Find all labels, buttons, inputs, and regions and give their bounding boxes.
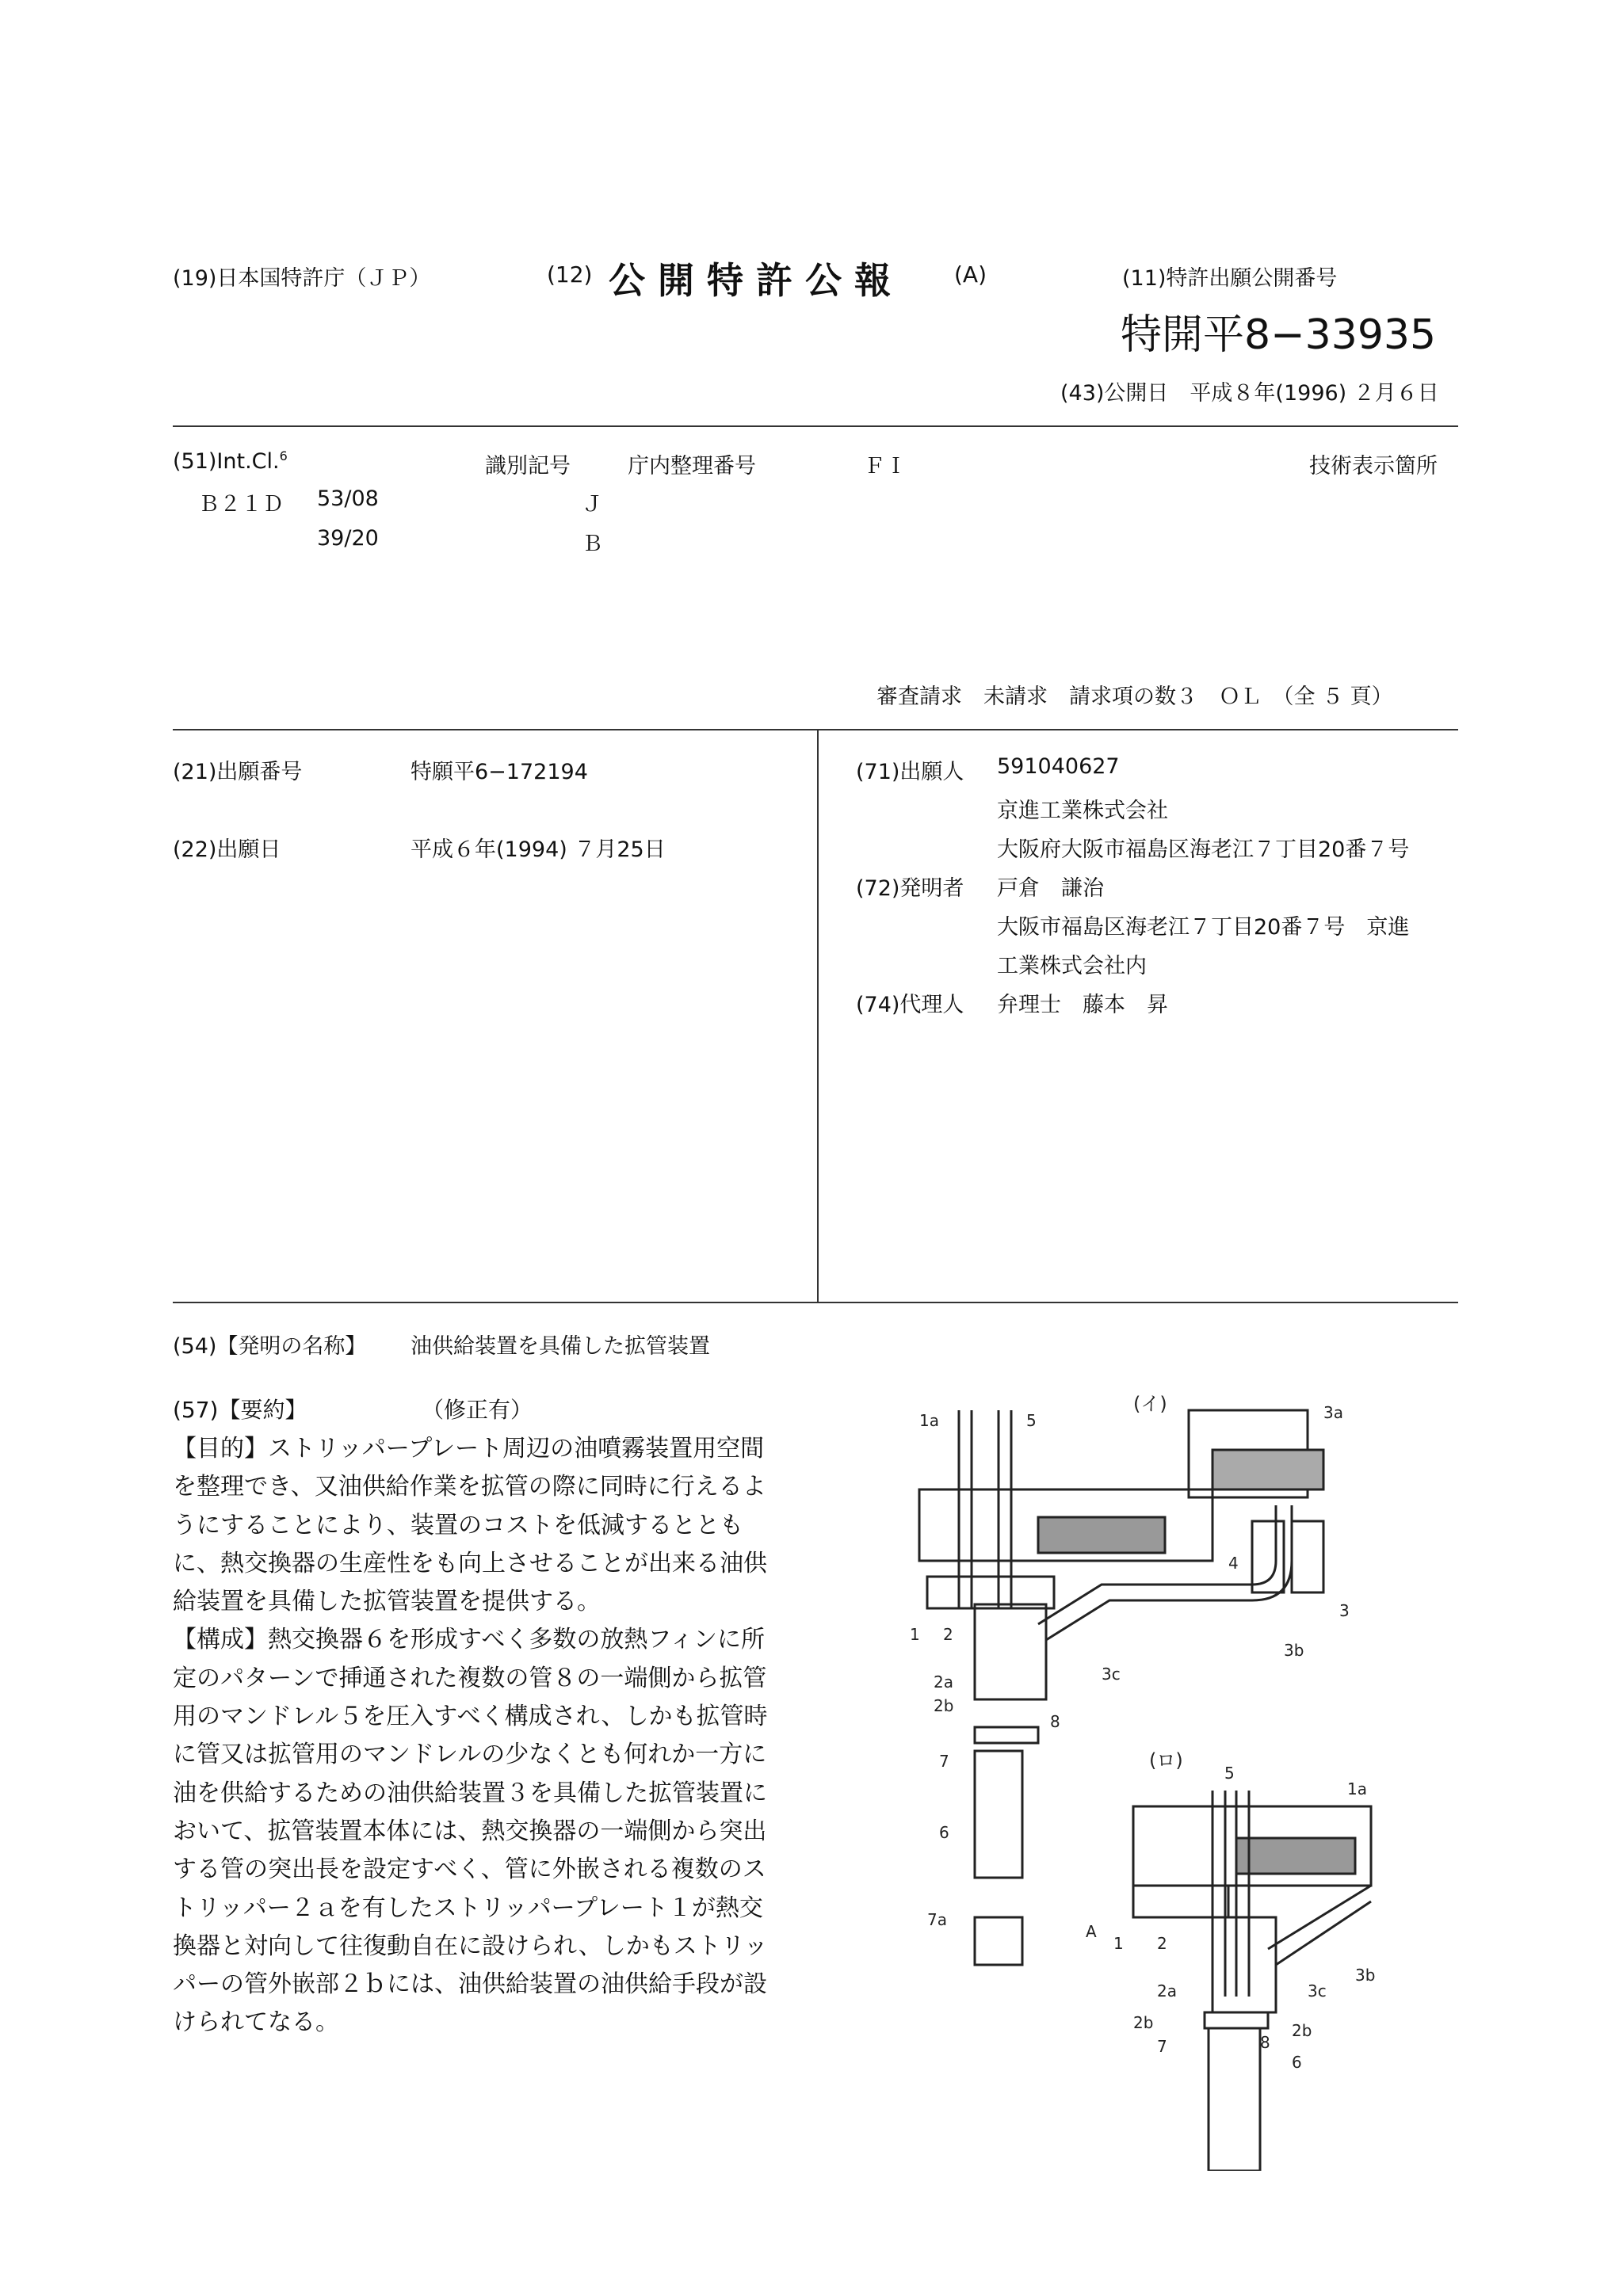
class-row-1-id: Ｊ [582, 492, 603, 517]
label-3c-ro: 3c [1308, 1981, 1327, 2000]
inventor-line-3: 工業株式会社内 [997, 954, 1147, 978]
label-A: A [1086, 1922, 1097, 1941]
label-8-ro: 8 [1260, 2033, 1270, 2052]
patent-drawing [896, 1379, 1498, 2171]
intcl-text: (51)Int.Cl. [173, 449, 280, 474]
label-2a-i: 2a [934, 1672, 953, 1691]
label-1a-i: 1a [919, 1411, 939, 1430]
application-date: 平成６年(1994) ７月25日 [411, 837, 666, 862]
publication-kind-title: 公 開 特 許 公 報 [609, 259, 892, 302]
label-6-i: 6 [939, 1823, 949, 1842]
publication-date: (43)公開日 平成８年(1996) ２月６日 [1060, 381, 1439, 406]
inventor-line-2: 大阪市福島区海老江７丁目20番７号 京進 [997, 915, 1410, 940]
agent-label: (74)代理人 [856, 993, 964, 1017]
kind-prefix: (12) [547, 261, 593, 288]
col-id-header: 識別記号 [485, 454, 571, 479]
title-label: (54)【発明の名称】 [173, 1334, 367, 1359]
figure-ro [1133, 1791, 1371, 2171]
label-4: 4 [1228, 1554, 1239, 1573]
col-tech-header: 技術表示箇所 [1309, 454, 1438, 479]
class-row-1-code: 53/08 [317, 486, 379, 511]
label-7-i: 7 [939, 1752, 949, 1771]
applicant-line-2: 京進工業株式会社 [997, 799, 1168, 823]
office-label: (19)日本国特許庁（ＪＰ） [173, 266, 431, 291]
abstract-purpose: 【目的】ストリッパープレート周辺の油噴霧装置用空間を整理でき、又油供給作業を拡管の際に同時に行えるようにすることにより、装置のコストを低減するとともに、熱交換器の生産性をも向上させることが出来る油供給装置を具備した拡管装置を提供する。 [173, 1435, 767, 1616]
label-1-i: 1 [910, 1625, 920, 1644]
abstract-constitution: 【構成】熱交換器６を形成すべく多数の放熱フィンに所定のパターンで挿通された複数の管８の一端側から拡管用のマンドレル５を圧入すべく構成され、しかも拡管時に管又は拡管用のマンドレルの少なくとも何れか一方に油を供給するための油供給装置３を具備した拡管装置において、拡管装置本体には、熱交換器の一端側から突出する管の突出長を設定すべく、管に外嵌される複数のストリッパー２ａを有したストリッパープレート１が熱交換器と対向して往復動自在に設けられ、しかもストリッパーの管外嵌部２ｂには、油供給装置の油供給手段が設けられてなる。 [173, 1626, 768, 2037]
label-3: 3 [1339, 1601, 1350, 1620]
bib-bottom-rule [173, 1302, 1458, 1303]
label-2a-ro: 2a [1157, 1981, 1177, 2000]
label-7a: 7a [927, 1910, 947, 1929]
label-2b-i: 2b [934, 1696, 954, 1715]
applicant-label: (71)出願人 [856, 760, 964, 784]
class-row-2-id: Ｂ [582, 532, 603, 556]
label-7-ro: 7 [1157, 2037, 1167, 2056]
applicant-line-3: 大阪府大阪市福島区海老江７丁目20番７号 [997, 837, 1410, 862]
abstract-body [173, 1430, 783, 2042]
label-2b-ro: 2b [1133, 2013, 1154, 2032]
label-5-ro: 5 [1224, 1764, 1235, 1783]
label-1-ro: 1 [1113, 1934, 1124, 1953]
agent-name: 弁理士 藤本 昇 [997, 993, 1168, 1017]
label-8-i: 8 [1050, 1712, 1060, 1731]
figure-label-i: (イ) [1133, 1393, 1167, 1415]
figure-label-ro: (ロ) [1149, 1749, 1183, 1772]
publication-number: 特開平8−33935 [1121, 311, 1437, 359]
application-number: 特願平6−172194 [411, 760, 588, 784]
intcl-label [173, 448, 288, 474]
label-3b-i: 3b [1284, 1641, 1304, 1660]
label-3a: 3a [1323, 1403, 1343, 1422]
abstract-label: (57)【要約】 [173, 1397, 307, 1423]
class-row-2-code: 39/20 [317, 526, 379, 551]
label-1a-ro: 1a [1347, 1779, 1367, 1798]
abstract-note: （修正有） [422, 1397, 533, 1423]
appno-label: (21)出願番号 [173, 760, 303, 784]
label-2-i: 2 [943, 1625, 953, 1644]
label-2-ro: 2 [1157, 1934, 1167, 1953]
intcl-edition: 6 [279, 448, 288, 463]
pubno-label: (11)特許出願公開番号 [1122, 266, 1338, 291]
exam-status: 審査請求 未請求 請求項の数３ ＯＬ （全 ５ 頁） [876, 685, 1393, 709]
label-6-ro: 6 [1292, 2053, 1302, 2072]
inventor-line-1: 戸倉 謙治 [997, 876, 1104, 901]
invention-title: 油供給装置を具備した拡管装置 [411, 1334, 710, 1359]
label-5-i: 5 [1026, 1411, 1037, 1430]
inventor-label: (72)発明者 [856, 876, 964, 901]
figure-i [919, 1410, 1323, 1965]
kind-suffix: (A) [954, 261, 987, 288]
col-office-header: 庁内整理番号 [628, 454, 756, 479]
label-3b-ro: 3b [1355, 1966, 1376, 1985]
col-fi-header: ＦＩ [864, 454, 907, 479]
bib-divider [817, 730, 819, 1302]
label-3c-i: 3c [1102, 1665, 1121, 1684]
appdate-label: (22)出願日 [173, 837, 281, 862]
bib-top-rule [173, 729, 1458, 730]
class-row-1-cls: Ｂ２１Ｄ [198, 492, 284, 517]
applicant-line-1: 591040627 [997, 754, 1120, 779]
header-rule [173, 425, 1458, 427]
label-2b-ro-b: 2b [1292, 2021, 1312, 2040]
